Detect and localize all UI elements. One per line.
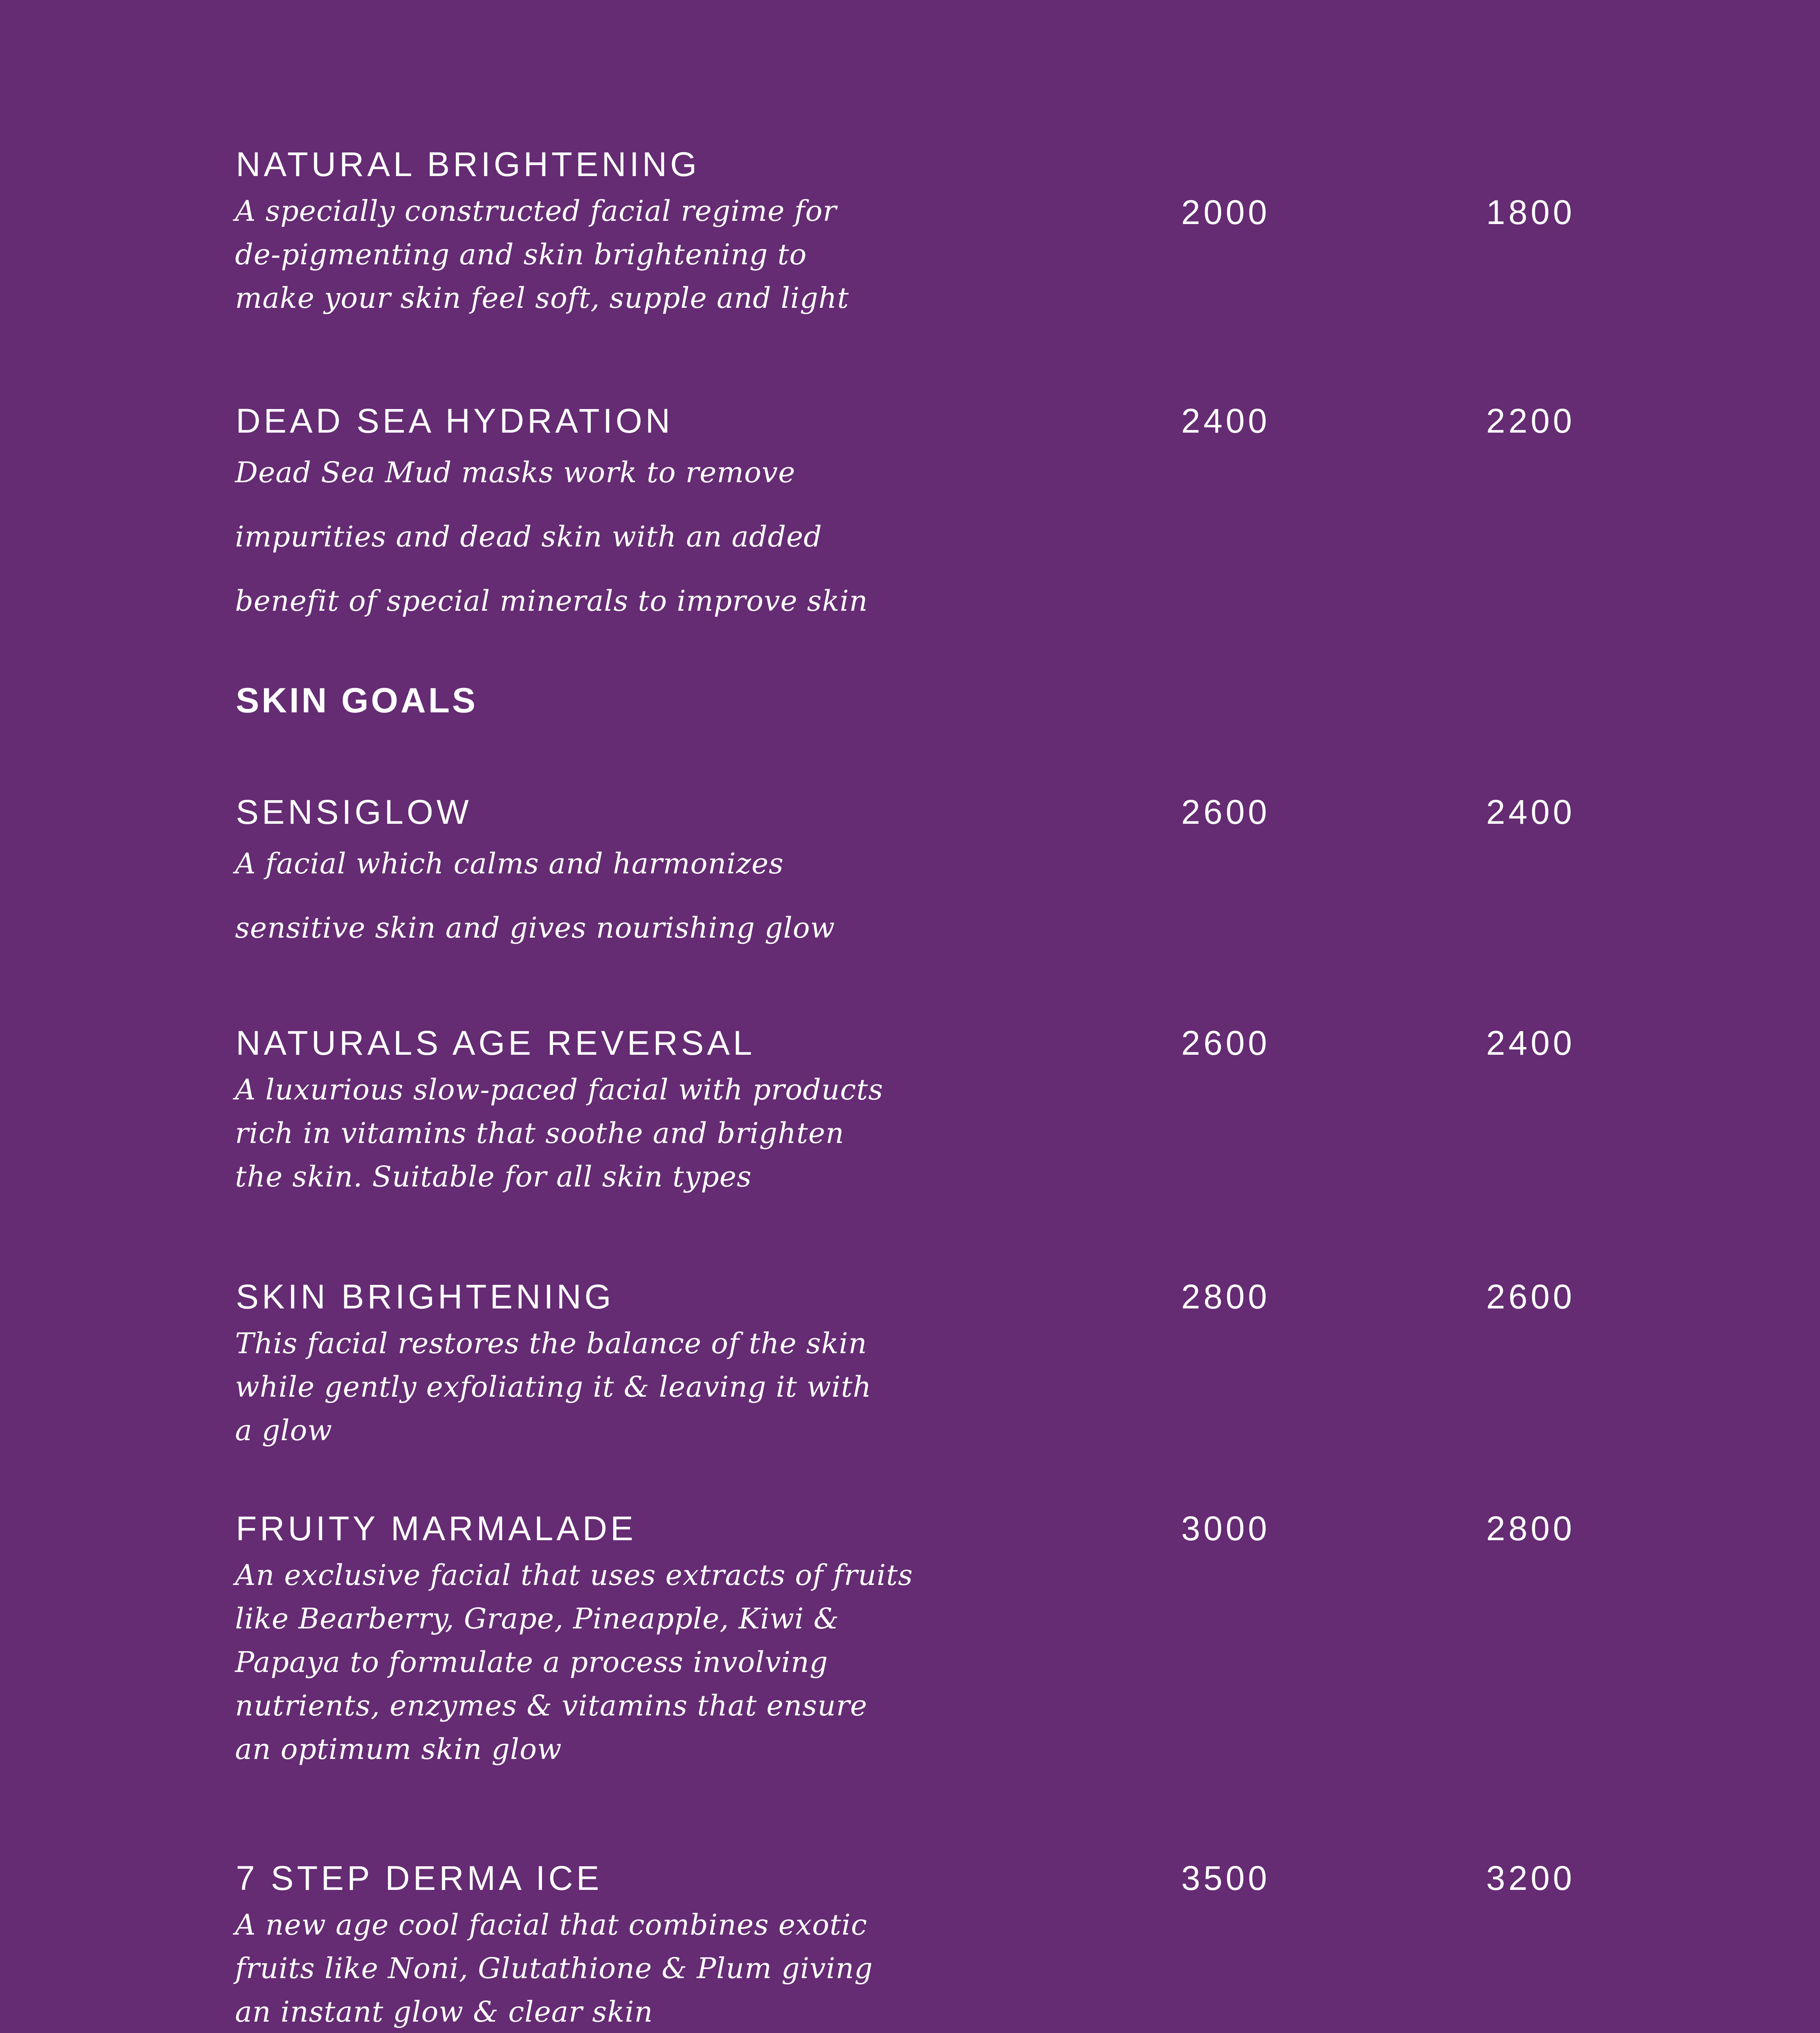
- description-line: A facial which calms and harmonizes: [235, 847, 784, 880]
- item-description: [235, 1554, 913, 1771]
- item-description: [235, 1068, 883, 1199]
- item-description: [235, 189, 849, 320]
- description-line: A specially constructed facial regime for: [235, 194, 837, 228]
- item-description: [235, 440, 868, 633]
- description-line: like Bearberry, Grape, Pineapple, Kiwi &: [235, 1602, 839, 1635]
- price-secondary: 3200: [1486, 1859, 1575, 1897]
- description-line: This facial restores the balance of the skin: [235, 1327, 867, 1360]
- description-line: fruits like Noni, Glutathione & Plum giving: [235, 1952, 873, 1985]
- description-line: nutrients, enzymes & vitamins that ensure: [235, 1689, 868, 1722]
- price-primary: 2000: [1181, 193, 1270, 231]
- price-primary: 2400: [1181, 402, 1270, 440]
- item-name: NATURAL BRIGHTENING: [236, 145, 700, 183]
- description-line: A new age cool facial that combines exotic: [235, 1908, 868, 1942]
- item-description: [235, 1322, 871, 1452]
- description-line: rich in vitamins that soothe and brighten: [235, 1117, 845, 1150]
- price-primary: 2600: [1181, 793, 1270, 831]
- description-line: impurities and dead skin with an added: [235, 520, 823, 553]
- description-line: benefit of special minerals to improve skin: [235, 584, 868, 618]
- price-secondary: 2200: [1486, 402, 1575, 440]
- price-primary: 3000: [1181, 1509, 1270, 1548]
- description-line: sensitive skin and gives nourishing glow: [235, 911, 835, 945]
- item-name: FRUITY MARMALADE: [236, 1509, 637, 1548]
- price-secondary: 2400: [1486, 1024, 1575, 1062]
- item-name: SENSIGLOW: [236, 793, 472, 831]
- description-line: A luxurious slow-paced facial with products: [235, 1073, 884, 1106]
- item-name: SKIN BRIGHTENING: [236, 1278, 614, 1316]
- price-primary: 2800: [1181, 1278, 1270, 1316]
- description-line: Dead Sea Mud masks work to remove: [235, 456, 796, 489]
- description-line: a glow: [235, 1414, 333, 1447]
- item-name: DEAD SEA HYDRATION: [236, 402, 673, 440]
- item-name: NATURALS AGE REVERSAL: [236, 1024, 755, 1062]
- price-secondary: 2800: [1486, 1509, 1575, 1548]
- section-heading: SKIN GOALS: [236, 681, 478, 720]
- price-secondary: 2600: [1486, 1278, 1575, 1316]
- price-secondary: 2400: [1486, 793, 1575, 831]
- description-line: while gently exfoliating it & leaving it with: [235, 1370, 872, 1404]
- price-primary: 2600: [1181, 1024, 1270, 1062]
- item-name: 7 STEP DERMA ICE: [236, 1859, 603, 1897]
- price-secondary: 1800: [1486, 193, 1575, 231]
- description-line: an instant glow & clear skin: [235, 1995, 653, 2029]
- description-line: make your skin feel soft, supple and light: [235, 281, 849, 315]
- price-primary: 3500: [1181, 1859, 1270, 1897]
- item-description: [235, 1903, 873, 2033]
- description-line: An exclusive facial that uses extracts of fruits: [235, 1558, 913, 1592]
- item-description: [235, 831, 835, 960]
- description-line: de-pigmenting and skin brightening to: [235, 238, 807, 271]
- description-line: an optimum skin glow: [235, 1733, 562, 1766]
- description-line: the skin. Suitable for all skin types: [235, 1160, 752, 1193]
- description-line: Papaya to formulate a process involving: [235, 1646, 828, 1679]
